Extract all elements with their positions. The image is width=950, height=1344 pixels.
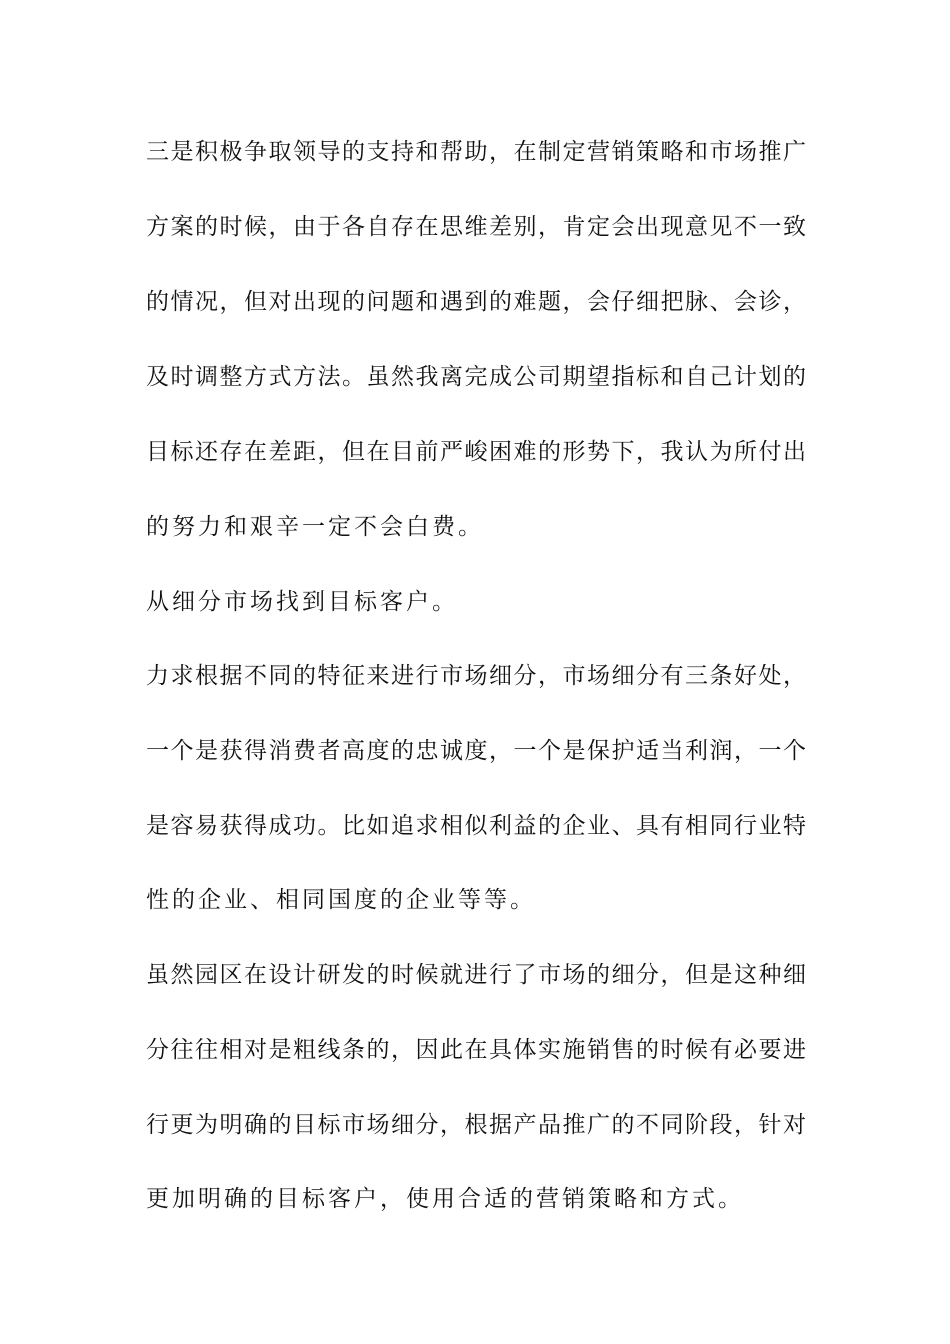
paragraph-3-line-3: 是容易获得成功。比如追求相似利益的企业、具有相同行业特 [146, 813, 806, 839]
paragraph-4-line-4: 更加明确的目标客户，使用合适的营销策略和方式。 [146, 1186, 744, 1212]
paragraph-3-line-2: 一个是获得消费者高度的忠诚度，一个是保护适当利润，一个 [146, 738, 806, 764]
paragraph-4-line-3: 行更为明确的目标市场细分，根据产品推广的不同阶段，针对 [146, 1112, 806, 1138]
paragraph-4-line-2: 分往往相对是粗线条的，因此在具体实施销售的时候有必要进 [146, 1037, 806, 1063]
paragraph-4-line-1: 虽然园区在设计研发的时候就进行了市场的细分，但是这种细 [146, 962, 806, 988]
paragraph-3-line-1: 力求根据不同的特征来进行市场细分，市场细分有三条好处， [146, 663, 806, 689]
paragraph-3-line-4: 性的企业、相同国度的企业等等。 [146, 887, 536, 913]
paragraph-1-line-5: 目标还存在差距，但在目前严峻困难的形势下，我认为所付出 [146, 439, 806, 465]
paragraph-2-line-1: 从细分市场找到目标客户。 [146, 589, 458, 615]
paragraph-1-line-6: 的努力和艰辛一定不会白费。 [146, 514, 484, 540]
paragraph-1-line-1: 三是积极争取领导的支持和帮助，在制定营销策略和市场推广 [146, 139, 806, 165]
paragraph-1-line-2: 方案的时候，由于各自存在思维差别，肯定会出现意见不一致 [146, 214, 806, 240]
paragraph-1-line-3: 的情况，但对出现的问题和遇到的难题，会仔细把脉、会诊， [146, 289, 806, 315]
paragraph-1-line-4: 及时调整方式方法。虽然我离完成公司期望指标和自己计划的 [146, 364, 806, 390]
